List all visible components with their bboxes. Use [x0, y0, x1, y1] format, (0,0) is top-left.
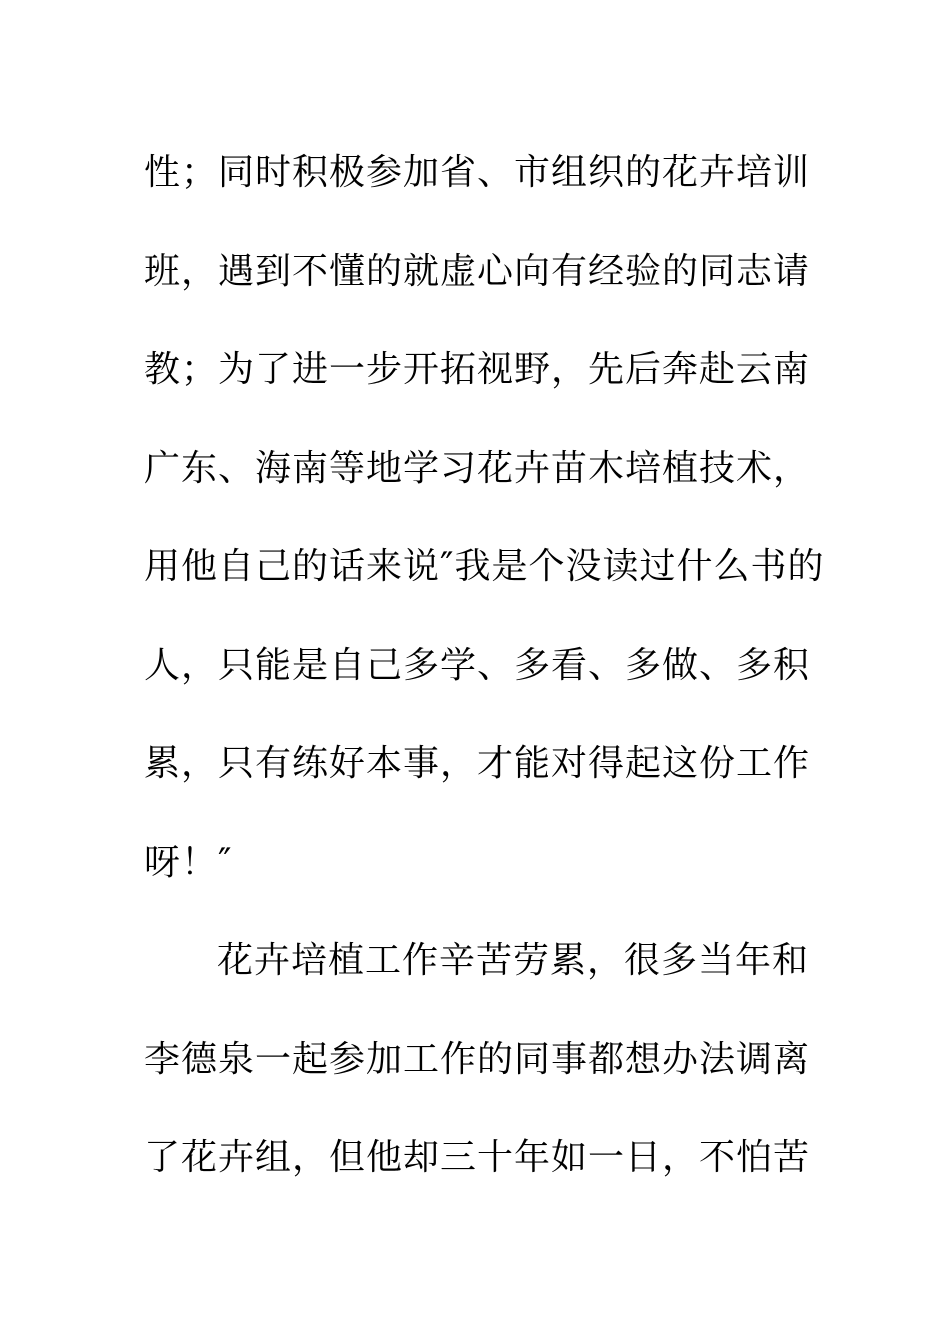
text-line: 李德泉一起参加工作的同事都想办法调离	[144, 1038, 811, 1080]
text-line: 教；为了进一步开拓视野，先后奔赴云南	[144, 349, 811, 390]
text-line: 班，遇到不懂的就虚心向有经验的同志请	[144, 250, 811, 292]
text-line: 呀！″	[144, 841, 233, 883]
text-line: 用他自己的话来说″我是个没读过什么书的	[144, 546, 825, 587]
text-line: 了花卉组，但他却三十年如一日，不怕苦	[144, 1137, 811, 1178]
text-line: 人，只能是自己多学、多看、多做、多积	[144, 644, 811, 686]
paragraph-first-line: 花卉培植工作辛苦劳累，很多当年和	[217, 940, 810, 981]
text-line: 性；同时积极参加省、市组织的花卉培训	[144, 152, 811, 193]
text-line: 累，只有练好本事，才能对得起这份工作	[144, 743, 811, 784]
text-line: 广东、海南等地学习花卉苗木培植技术，	[144, 447, 811, 489]
body-text	[144, 124, 825, 1208]
